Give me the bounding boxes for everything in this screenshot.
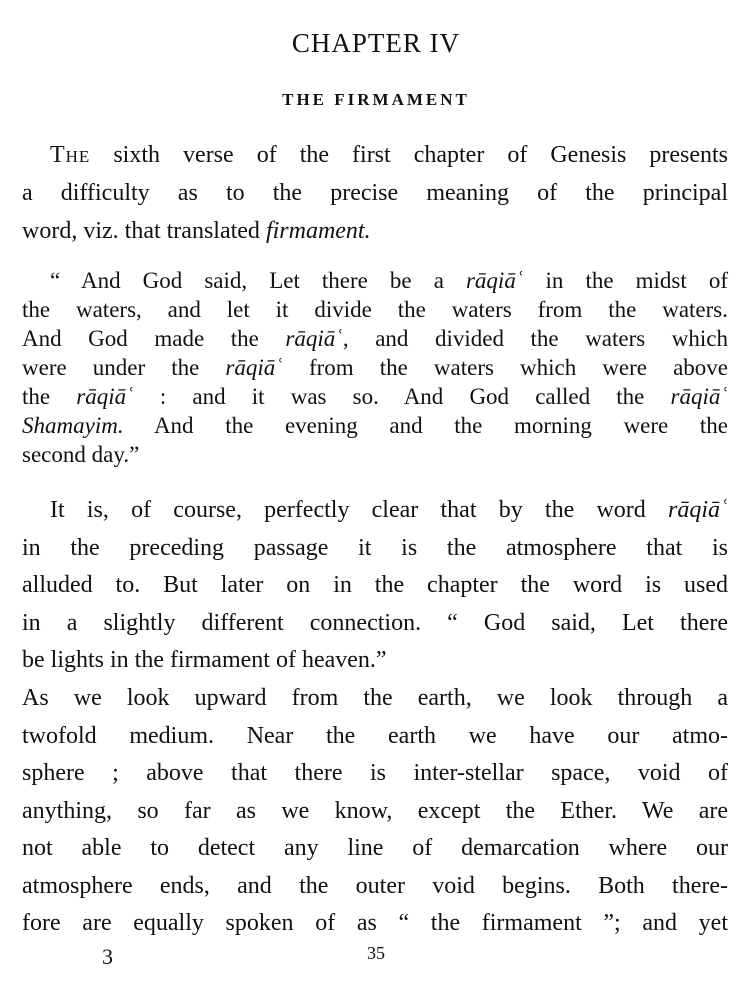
text-line: sphere ; above that there is inter-stellar space, void of: [22, 760, 728, 786]
line-text: “ And God said, Let there be a: [50, 268, 466, 293]
line-text: from the waters which were above: [282, 355, 728, 380]
line-text: , and divided the waters which: [342, 326, 728, 351]
paragraph-3: [22, 680, 728, 943]
line-text: And the evening and the morning were the: [123, 413, 728, 438]
text-line: a difficulty as to the precise meaning of the principal: [22, 180, 728, 206]
text-line: [22, 353, 728, 382]
hebrew-word: rāqiāʿ: [285, 326, 343, 351]
line-text: sixth verse of the first chapter of Genesis presents: [90, 142, 728, 168]
text-line: twofold medium. Near the earth we have our atmo-: [22, 722, 728, 749]
italic-word: firmament.: [265, 218, 371, 244]
text-line: be lights in the firmament of heaven.”: [22, 647, 387, 673]
hebrew-word: rāqiāʿ: [465, 268, 524, 293]
text-line: fore are equally spoken of as “ the firmament ”; and yet: [22, 910, 728, 936]
text-line: alluded to. But later on in the chapter the word is used: [22, 572, 728, 598]
line-text: It is, of course, perfectly clear that by the word: [50, 497, 668, 523]
text-line: in a slightly different connection. “ God said, Let there: [22, 609, 728, 636]
hebrew-word: rāqiāʿ: [225, 355, 283, 380]
hebrew-word: Shamayim.: [22, 413, 124, 438]
line-text: the: [22, 384, 77, 409]
text-line: in the preceding passage it is the atmosphere that is: [22, 534, 728, 561]
paragraph-2: [22, 492, 728, 680]
line-text: in the midst of: [523, 268, 728, 293]
paragraph-1: [22, 136, 728, 250]
text-line: anything, so far as we know, except the Ether. We are: [22, 797, 728, 824]
line-text: And God made the: [22, 326, 286, 351]
text-line: As we look upward from the earth, we look through a: [22, 685, 728, 711]
text-line: the waters, and let it divide the waters from the waters.: [22, 297, 728, 322]
hebrew-word: rāqiāʿ: [670, 384, 728, 409]
text-line: [22, 382, 728, 411]
lead-word: The: [50, 142, 91, 168]
hebrew-word: rāqiāʿ: [668, 497, 728, 523]
text-line: [22, 212, 728, 250]
chapter-title: THE FIRMAMENT: [282, 90, 470, 109]
text-line: [22, 492, 728, 530]
line-text: word, viz. that translated: [22, 218, 266, 244]
text-line: not able to detect any line of demarcation where our: [22, 835, 728, 861]
line-text: were under the: [22, 355, 226, 380]
text-line: [22, 324, 728, 353]
line-text: : and it was so. And God called the: [133, 384, 671, 409]
text-line: [22, 411, 728, 440]
text-line: [22, 266, 728, 295]
scripture-quote: [22, 266, 728, 469]
text-line: atmosphere ends, and the outer void begins. Both there-: [22, 872, 728, 899]
signature-mark: 3: [102, 944, 113, 969]
chapter-heading: CHAPTER IV: [291, 28, 461, 58]
text-line: [22, 136, 728, 174]
text-line: second day.”: [22, 442, 140, 467]
page-number: 35: [367, 943, 385, 963]
hebrew-word: rāqiāʿ: [76, 384, 134, 409]
